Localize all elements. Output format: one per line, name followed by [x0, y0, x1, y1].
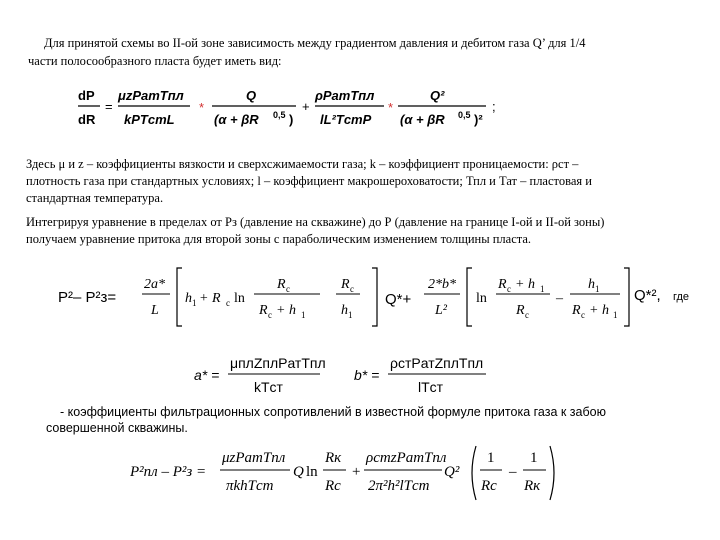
- eq1-star-2: *: [388, 100, 394, 115]
- eq1-t4-den-exp: 0,5: [458, 110, 471, 120]
- eq3-a-num: μплZплPатTпл: [230, 355, 326, 371]
- eq3-a-lhs: a* =: [194, 367, 220, 383]
- eq2-b2-fnum-sub: c: [507, 284, 511, 294]
- eq2-b1-f2den-sub: 1: [348, 310, 353, 320]
- eq1-t1-den: kPTстL: [124, 112, 175, 127]
- eq4-f3-num: ρстzPатTпл: [366, 450, 447, 466]
- coefficients-description: [46, 404, 696, 436]
- eq4-f1-den: πkhTст: [226, 478, 274, 494]
- eq2-b2-ln: ln: [476, 291, 487, 306]
- eq3-b-lhs: b* =: [354, 367, 380, 383]
- eq4-f2-den: Rc: [325, 478, 341, 494]
- eq2-b1-fnum-sub: c: [286, 284, 290, 294]
- eq1-t4-den-a: (α + βR: [400, 112, 445, 127]
- eq1-t3-num: ρPатTпл: [315, 88, 375, 103]
- eq2-b2-frac-den-sub: c: [581, 310, 585, 320]
- eq2-b1-h-sub: 1: [192, 298, 197, 308]
- equation-inflow-perfect-well: [130, 440, 570, 506]
- eq1-t2-den-exp: 0,5: [273, 110, 286, 120]
- defs-line-3: стандартная температура.: [26, 191, 164, 205]
- eq2-bracket-1-right: [372, 268, 377, 326]
- eq1-lhs-den: dR: [78, 112, 96, 127]
- equation-inflow-zone-2: [58, 264, 698, 334]
- eq2-lhs: P²– P²з=: [58, 289, 117, 306]
- eq2-b2-frac-den: R: [572, 303, 581, 318]
- eq2-b2-frac-num: h: [588, 277, 595, 292]
- integration-paragraph: [26, 214, 696, 248]
- eq2-b2-minus: –: [556, 291, 563, 306]
- eq4-q2: Q²: [444, 464, 460, 480]
- eq4-ln: ln: [306, 464, 318, 480]
- eq1-end: ;: [492, 99, 496, 114]
- eq2-b1-fden-b: + h: [276, 303, 296, 318]
- eq2-b1-f2den: h: [341, 303, 348, 318]
- eq2-b2-frac-num-sub: 1: [595, 284, 600, 294]
- eq4-f1-num: μzPатTпл: [222, 450, 286, 466]
- eq1-t2-den-a: (α + βR: [214, 112, 259, 127]
- eq4-f5-den: Rк: [524, 478, 541, 494]
- eq4-plus: +: [352, 464, 361, 480]
- eq2-b1-fnum: R: [277, 277, 286, 292]
- eq1-lhs-num: dP: [78, 88, 95, 103]
- integr-line-2: получаем уравнение притока для второй зоны с параболическим изменением толщины пласта.: [26, 232, 532, 246]
- eq1-plus: +: [302, 99, 310, 114]
- eq2-bracket-2-left: [467, 268, 472, 326]
- eq2-b2-fnum: R: [498, 277, 507, 292]
- coef-line-2: совершенной скважины.: [46, 421, 188, 435]
- eq2-q-star: Q*+: [385, 291, 412, 308]
- eq4-paren-left: [472, 446, 476, 500]
- intro-paragraph: [28, 34, 692, 70]
- defs-line-1: Здесь μ и z – коэффициенты вязкости и сверхсжимаемости газа; k – коэффициент проницаемости: ρст –: [26, 157, 579, 171]
- eq2-b2-fden: R: [516, 303, 525, 318]
- eq2-f2-den: L²: [435, 303, 447, 318]
- defs-line-2: плотность газа при стандартных условиях; l – коэффициент макрошероховатости; Тпл и Тат – пластовая и: [26, 174, 592, 188]
- eq1-equals: =: [105, 99, 113, 114]
- eq4-f2-num: Rк: [325, 450, 342, 466]
- eq1-t1-num: μzPатTпл: [118, 88, 184, 103]
- eq1-t4-den-b: )²: [474, 112, 483, 127]
- eq2-b1-fden: R: [259, 303, 268, 318]
- eq2-b1-f2num-sub: c: [350, 284, 354, 294]
- eq4-f3-den: 2π²h²lTст: [368, 478, 430, 494]
- integr-line-1: Интегрируя уравнение в пределах от Рз (давление на скважине) до Р (давление на границе I-ой и II-ой зоны): [26, 215, 605, 229]
- eq2-b1-mid: + R: [199, 291, 221, 306]
- equation-coefficients: [194, 350, 494, 402]
- equation-gradient: [78, 82, 508, 138]
- eq3-b-den: lTст: [418, 379, 444, 395]
- eq4-f5-num: 1: [530, 450, 538, 466]
- coef-line-1: - коэффициенты фильтрационных сопротивлений в известной формуле притока газа к забою: [60, 405, 606, 419]
- eq1-t3-den: lL²TстP: [320, 112, 372, 127]
- eq2-b1-h: h: [185, 291, 192, 306]
- eq2-b1-ln: ln: [234, 291, 245, 306]
- eq4-q: Q: [293, 464, 304, 480]
- eq1-t4-num: Q²: [430, 88, 445, 103]
- eq4-lhs: P²пл – P²з =: [130, 464, 207, 480]
- eq1-t2-num: Q: [246, 88, 257, 103]
- eq1-t2-den-b: ): [289, 112, 294, 127]
- eq2-b2-fnum-b: + h: [515, 277, 535, 292]
- eq2-b2-fden-sub: c: [525, 310, 529, 320]
- eq2-bracket-1-left: [177, 268, 182, 326]
- eq2-b1-mid-sub: c: [226, 298, 230, 308]
- eq4-f4-num: 1: [487, 450, 495, 466]
- eq1-star-1: *: [199, 100, 205, 115]
- eq3-b-num: ρстPатZплTпл: [390, 355, 484, 371]
- eq2-f1-den: L: [151, 303, 159, 318]
- eq2-tail-where: где: [673, 291, 690, 303]
- intro-line-2: части полосообразного пласта будет иметь вид:: [28, 54, 282, 68]
- eq2-tail-q: Q*²,: [634, 287, 661, 304]
- intro-line-1: Для принятой схемы во II-ой зоне зависимость между градиентом давления и дебитом газа Q’ для 1/4: [44, 36, 586, 50]
- eq4-paren-right: [550, 446, 554, 500]
- eq2-b1-fden-sub2: 1: [301, 310, 306, 320]
- eq4-minus: –: [509, 464, 517, 480]
- eq3-a-den: kTст: [254, 379, 283, 395]
- eq2-bracket-2-right: [624, 268, 629, 326]
- eq2-f2-num: 2*b*: [428, 277, 456, 292]
- eq2-b2-frac-den-b: + h: [589, 303, 609, 318]
- definitions-paragraph: [26, 156, 696, 207]
- eq2-b1-fden-sub: c: [268, 310, 272, 320]
- eq4-f4-den: Rc: [481, 478, 497, 494]
- eq2-f1-num: 2a*: [144, 277, 165, 292]
- eq2-b2-frac-den-sub2: 1: [613, 310, 618, 320]
- eq2-b2-fnum-sub2: 1: [540, 284, 545, 294]
- eq2-b1-f2num: R: [341, 277, 350, 292]
